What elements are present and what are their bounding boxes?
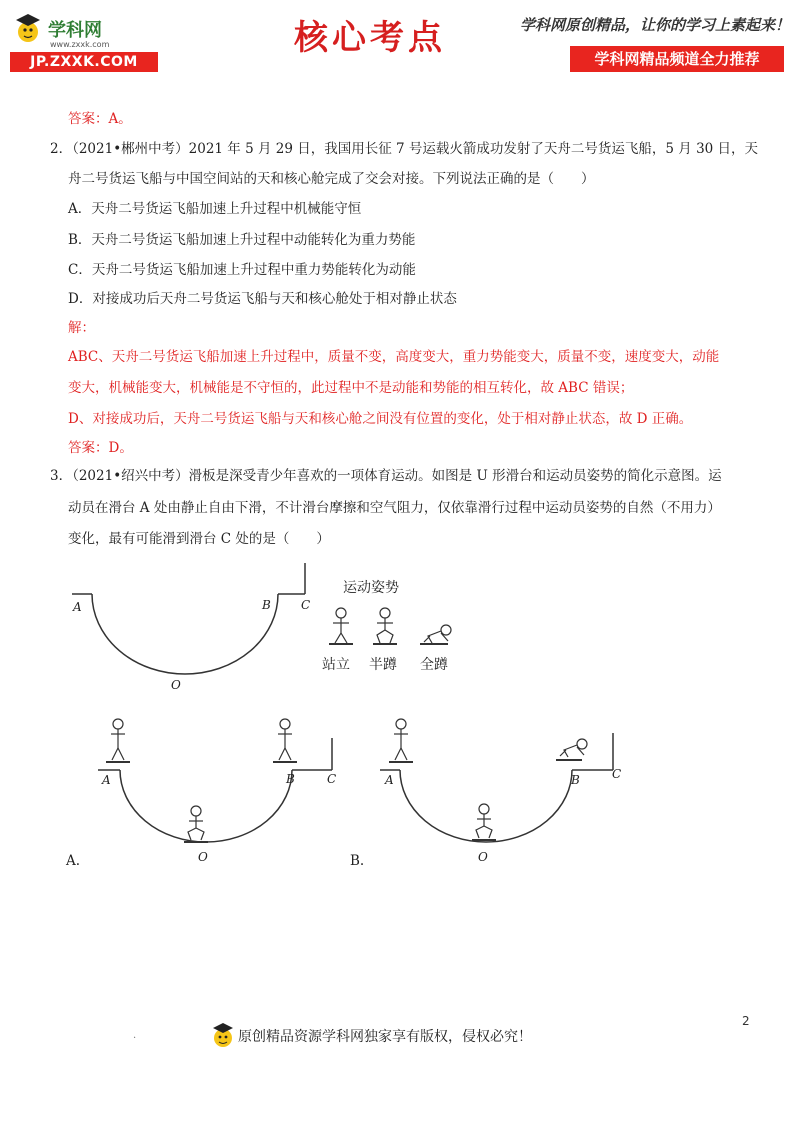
logo-site: www.zxxk.com <box>50 40 110 49</box>
option-b-label-a: A <box>385 773 394 787</box>
brand-logo <box>10 10 158 74</box>
question-2-option-d: D．对接成功后天舟二号货运飞船与天和核心舱处于相对静止状态 <box>68 291 457 307</box>
option-a-label-c: C <box>327 772 337 786</box>
header-slogan: 学科网原创精品，让你的学习上素起来！ <box>519 16 790 34</box>
solution-line-3: D、对接成功后，天舟二号货运飞船与天和核心舱之间没有位置的变化，处于相对静止状态，故 D 正确。 <box>68 411 693 427</box>
question-3-line-2: 动员在滑台 A 处由静止自由下滑，不计滑台摩擦和空气阻力，仅依靠滑行过程中运动员姿势的自然（不用力） <box>68 500 721 516</box>
option-b-skater-end <box>556 739 587 760</box>
question-2-line-1: 2．（2021•郴州中考）2021 年 5 月 29 日，我国用长征 7 号运载火箭成功发射了天舟二号货运飞船，5 月 30 日，天 <box>50 141 759 157</box>
answer-1: 答案：A。 <box>68 111 132 127</box>
half-squat-figure-icon <box>373 608 397 644</box>
logo-url: JP.ZXXK.COM <box>10 52 158 72</box>
option-a-skater-start <box>106 719 130 762</box>
option-a-caption: A. <box>66 853 81 869</box>
label-point-a: A <box>73 600 82 614</box>
option-a-label-o: O <box>198 850 208 864</box>
option-a-skater-bottom <box>184 806 208 842</box>
footer-dot: . <box>133 1030 137 1041</box>
footer <box>200 1020 600 1050</box>
main-u-track <box>72 563 305 674</box>
standing-figure-icon <box>329 608 353 644</box>
question-2-option-a: A．天舟二号货运飞船加速上升过程中机械能守恒 <box>68 201 362 217</box>
solution-label: 解： <box>68 320 95 336</box>
posture-full-squat-label: 全蹲 <box>420 657 448 673</box>
question-3-line-3: 变化，最有可能滑到滑台 C 处的是（ ） <box>68 531 330 547</box>
option-b-label-c: C <box>612 767 622 781</box>
page-number: 2 <box>742 1014 750 1028</box>
question-2-option-b: B．天舟二号货运飞船加速上升过程中动能转化为重力势能 <box>68 232 416 248</box>
posture-half-squat-label: 半蹲 <box>369 657 397 673</box>
posture-standing-label: 站立 <box>322 657 350 673</box>
footer-mascot-icon <box>210 1020 236 1050</box>
label-point-o: O <box>171 678 181 692</box>
label-point-c: C <box>301 598 311 612</box>
option-a-skater-end <box>273 719 297 762</box>
logo-name: 学科网 <box>48 20 102 41</box>
solution-line-1: ABC、天舟二号货运飞船加速上升过程中，质量不变，高度变大，重力势能变大，质量不变，速度变大，动能 <box>68 349 720 365</box>
u-track-diagram <box>0 560 800 880</box>
option-a-track <box>98 738 332 842</box>
option-a-label-a: A <box>102 773 111 787</box>
option-b-caption: B. <box>350 853 365 869</box>
question-2-line-2: 舟二号货运飞船与中国空间站的天和核心舱完成了交会对接。下列说法正确的是（ ） <box>68 171 595 187</box>
option-a-label-b: B <box>286 772 295 786</box>
solution-line-2: 变大，机械能变大，机械能是不守恒的，此过程中不是动能和势能的相互转化，故 ABC 错误； <box>68 380 634 396</box>
header-banner: 学科网精品频道全力推荐 <box>570 46 784 72</box>
question-3-line-1: 3．（2021•绍兴中考）滑板是深受青少年喜欢的一项体育运动。如图是 U 形滑台和运动员姿势的简化示意图。运 <box>50 468 722 484</box>
label-point-b: B <box>262 598 271 612</box>
option-b-skater-start <box>389 719 413 762</box>
option-b-label-b: B <box>571 773 580 787</box>
posture-legend-title: 运动姿势 <box>343 580 399 596</box>
option-b-track <box>380 733 613 842</box>
footer-copyright: 原创精品资源学科网独家享有版权，侵权必究！ <box>238 1029 532 1045</box>
answer-2: 答案：D。 <box>68 440 133 456</box>
page-title: 核心考点 <box>294 18 446 58</box>
full-squat-figure-icon <box>420 625 451 644</box>
question-2-option-c: C．天舟二号货运飞船加速上升过程中重力势能转化为动能 <box>68 262 416 278</box>
option-b-skater-bottom <box>472 804 496 840</box>
option-b-label-o: O <box>478 850 488 864</box>
